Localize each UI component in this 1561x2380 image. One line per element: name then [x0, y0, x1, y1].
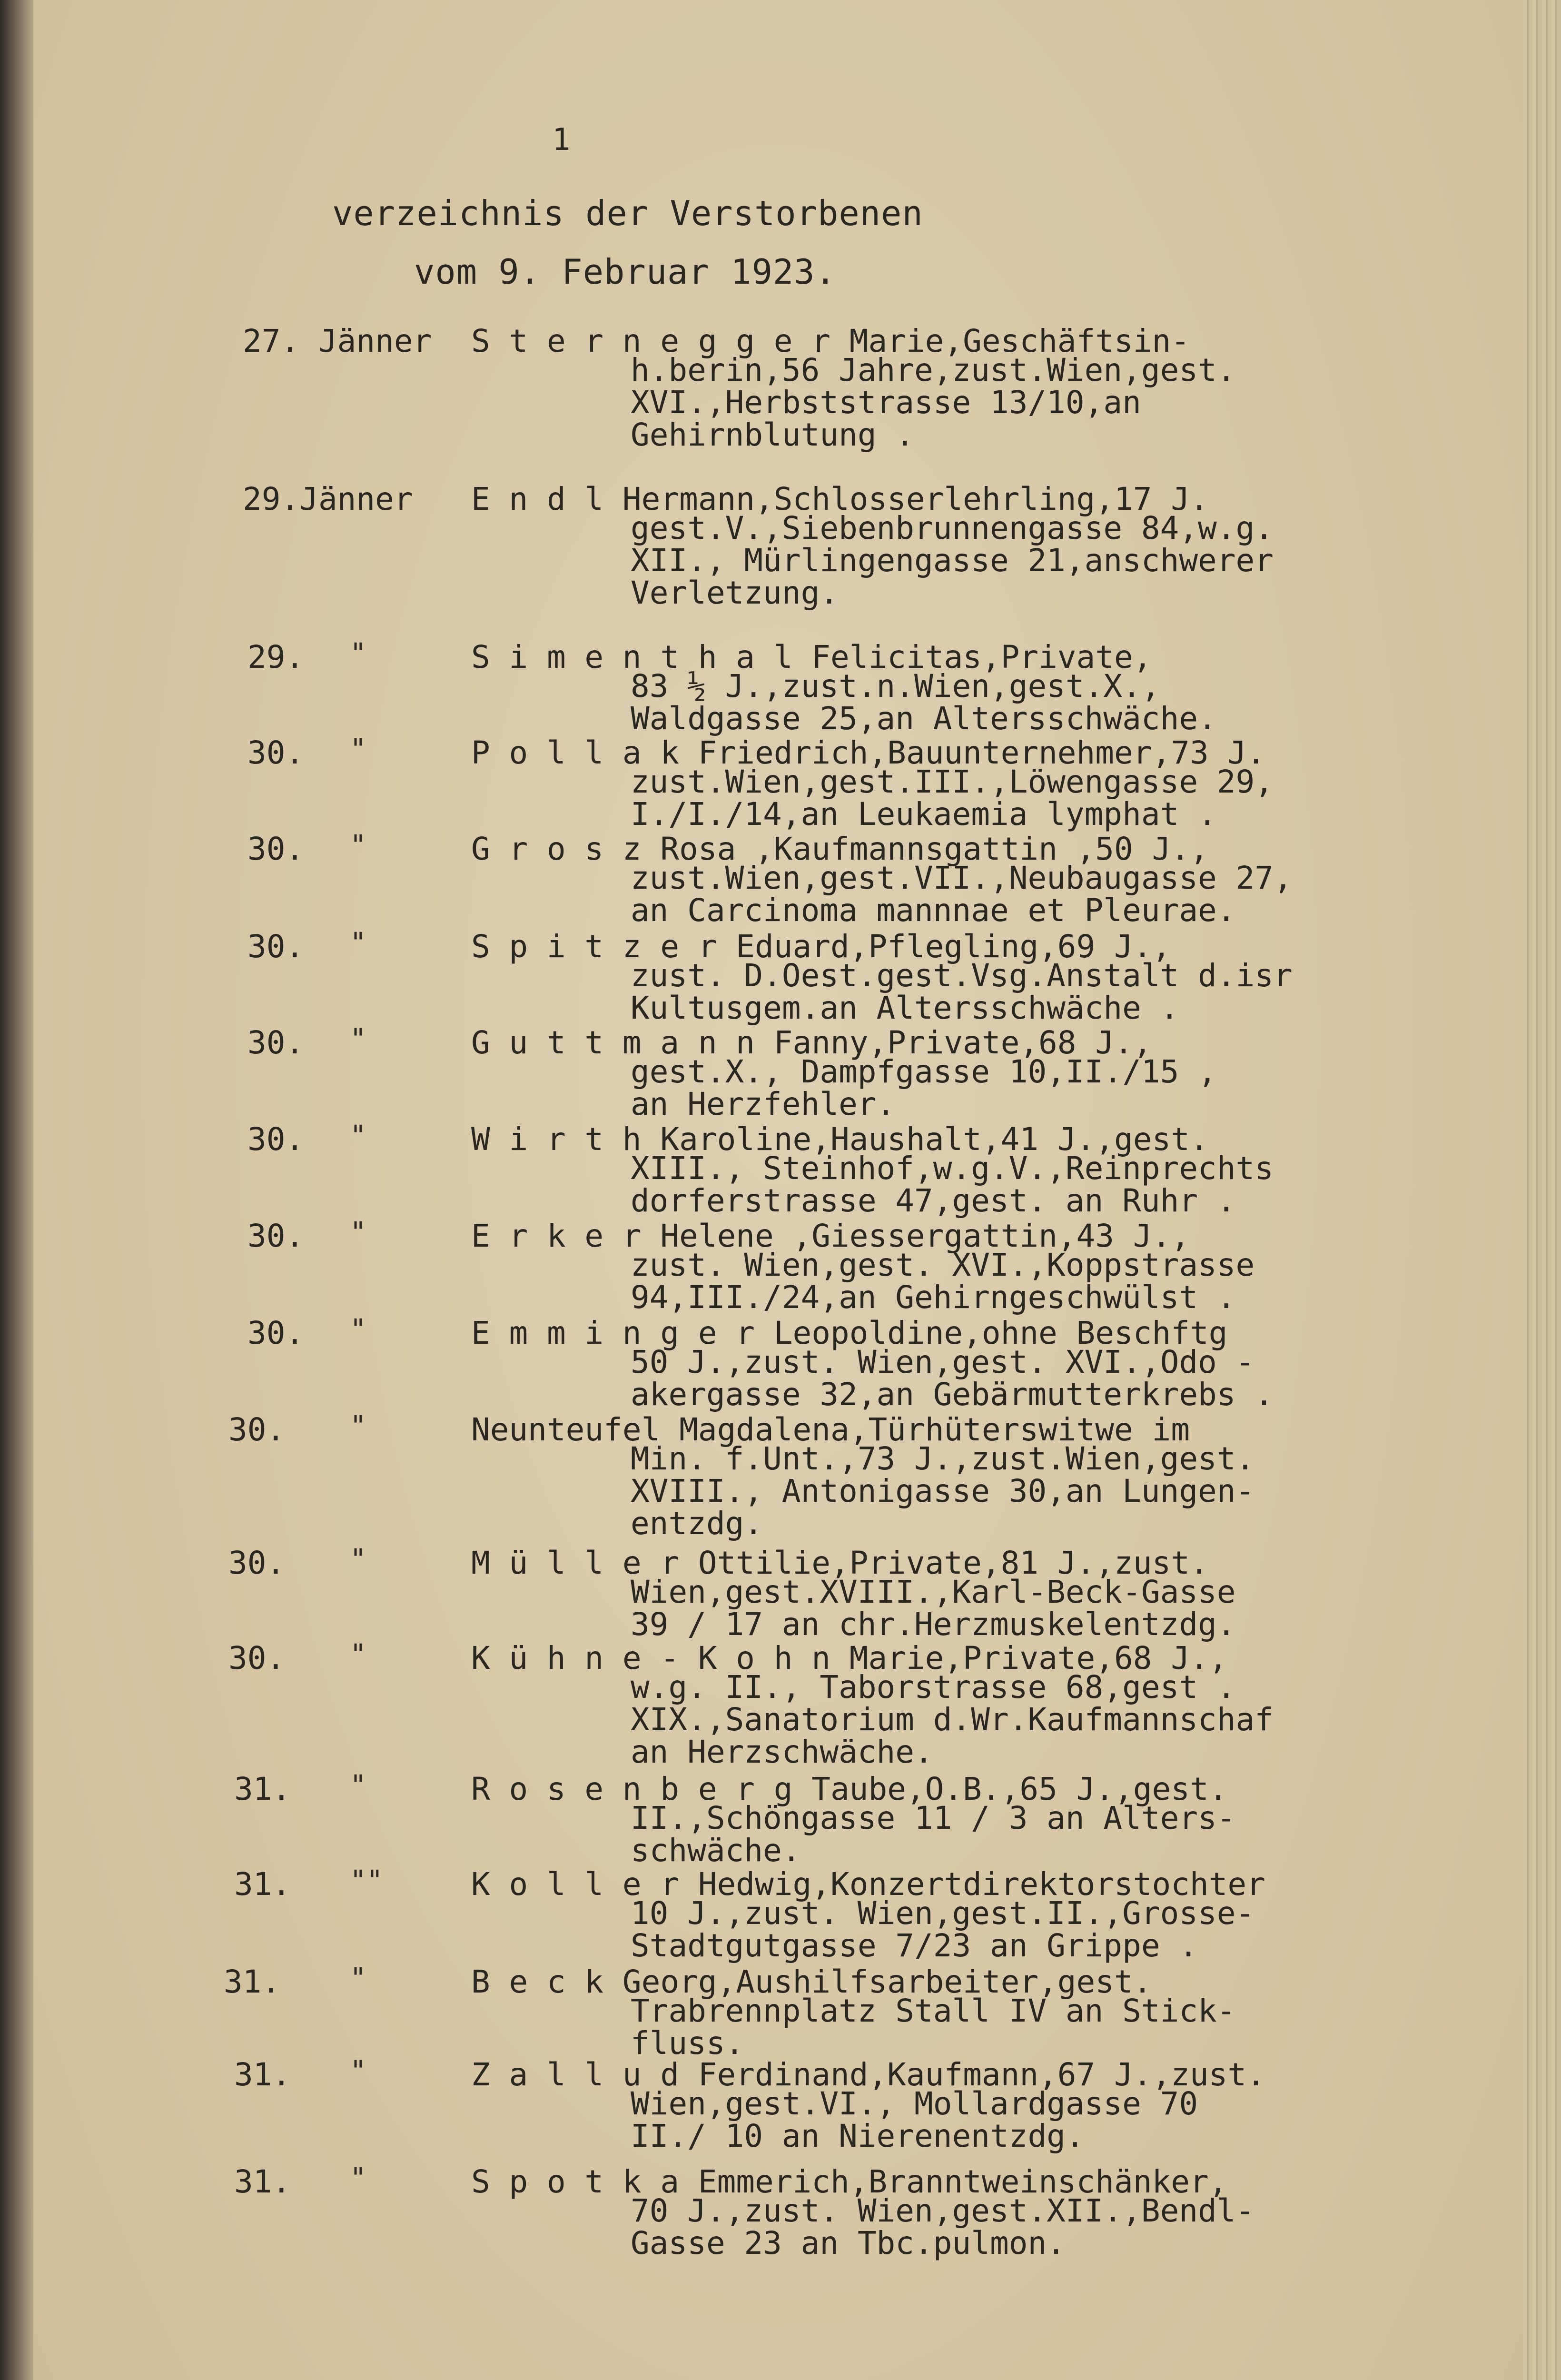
entry-date: 31. [234, 2056, 291, 2093]
entry-surname: W i r t h [471, 1121, 642, 1158]
entry-surname: Neunteufel [471, 1411, 661, 1448]
entry-first-line: Leopoldine,ohne Beschftg [755, 1315, 1228, 1351]
entry-surname: Z a l l u d [471, 2056, 680, 2093]
entry-details: 83 ½ J.,zust.n.Wien,gest.X., Waldgasse 25,an Altersschwäche. [631, 668, 1217, 737]
entry-details: Wien,gest.VI., Mollardgasse 70 II./ 10 an Nierenentzdg. [631, 2085, 1198, 2154]
entry-surname: P o l l a k [471, 734, 680, 771]
entry-surname: K o l l e r [471, 1866, 680, 1903]
ditto-mark: " [350, 1543, 366, 1575]
entry-surname: S p i t z e r [471, 928, 717, 965]
entry-surname: M ü l l e r [471, 1545, 680, 1581]
entry-first-line: Hermann,Schlosserlehrling,17 J. [603, 481, 1209, 517]
entry-details: 10 J.,zust. Wien,gest.II.,Grosse- Stadtgutgasse 7/23 an Grippe . [631, 1895, 1255, 1964]
ditto-mark: " [350, 733, 366, 765]
entry-date: 31. [234, 1866, 291, 1903]
entry-details: zust. D.Oest.gest.Vsg.Anstalt d.isr Kultusgem.an Altersschwäche . [631, 957, 1293, 1026]
entry-date: 30. [247, 1121, 305, 1158]
document-subtitle: vom 9. Februar 1923. [414, 252, 836, 292]
ditto-mark: " [350, 2162, 366, 2194]
left-page-edge [0, 0, 33, 2380]
ditto-mark: " [350, 1962, 366, 1994]
entry-date: 30. [228, 1545, 286, 1581]
entry-details: gest.X., Dampfgasse 10,II./15 , an Herzfehler. [631, 1053, 1217, 1122]
entry-date: 30. [247, 734, 305, 771]
page-edge-strips [1523, 0, 1561, 2380]
entry-first-line: Helene ,Giessergattin,43 J., [641, 1218, 1190, 1254]
entry-details: zust. Wien,gest. XVI.,Koppstrasse 94,III./24,an Gehirngeschwülst . [631, 1247, 1255, 1316]
ditto-mark: " [350, 1313, 366, 1345]
entry-surname: R o s e n b e r g [471, 1771, 793, 1807]
entry-first-line: Felicitas,Private, [792, 639, 1152, 675]
ditto-mark: " [350, 1769, 366, 1801]
page-number: 1 [552, 122, 571, 158]
entry-date: 30. [228, 1411, 286, 1448]
ditto-mark: " [350, 1638, 366, 1670]
entry-date: 29. [247, 639, 305, 675]
entry-date: 30. [228, 1640, 286, 1676]
entry-date: 31. [234, 1771, 291, 1807]
entry-first-line: Ferdinand,Kaufmann,67 J.,zust. [679, 2056, 1265, 2093]
entry-surname: S p o t k a [471, 2163, 680, 2200]
entry-details: zust.Wien,gest.III.,Löwengasse 29, I./I./14,an Leukaemia lymphat . [631, 764, 1274, 833]
entry-date: 30. [247, 1024, 305, 1061]
entry-surname: B e c k [471, 1964, 604, 2000]
entry-surname: E m m i n g e r [471, 1315, 755, 1351]
entry-details: h.berin,56 Jahre,zust.Wien,gest. XVI.,Herbststrasse 13/10,an Gehirnblutung . [631, 352, 1236, 453]
entry-date: 31. [234, 2163, 291, 2200]
entry-first-line: Marie,Geschäftsin- [830, 323, 1190, 359]
entry-details: II.,Schöngasse 11 / 3 an Alters- schwäche. [631, 1800, 1236, 1869]
ditto-mark: " [350, 1119, 366, 1151]
ditto-mark: " [350, 1216, 366, 1248]
entry-details: 70 J.,zust. Wien,gest.XII.,Bendl- Gasse 23 an Tbc.pulmon. [631, 2192, 1255, 2261]
entry-first-line: Magdalena,Türhüterswitwe im [660, 1411, 1190, 1448]
entry-first-line: Karoline,Haushalt,41 J.,gest. [641, 1121, 1209, 1158]
entry-date: 31. [224, 1964, 281, 2000]
entry-first-line: Rosa ,Kaufmannsgattin ,50 J., [641, 831, 1209, 867]
ditto-mark: " [350, 829, 366, 861]
ditto-mark: " [350, 637, 366, 669]
entry-first-line: Georg,Aushilfsarbeiter,gest. [603, 1964, 1152, 2000]
entry-date: 30. [247, 1218, 305, 1254]
entry-surname: G u t t m a n n [471, 1024, 755, 1061]
entry-surname: S t e r n e g g e r [471, 323, 830, 359]
ditto-mark: " [350, 926, 366, 959]
entry-first-line: Taube,O.B.,65 J.,gest. [792, 1771, 1228, 1807]
document-title: verzeichnis der Verstorbenen [332, 193, 923, 233]
entry-date: 30. [247, 831, 305, 867]
entry-surname: E r k e r [471, 1218, 642, 1254]
entry-date: 29.Jänner [243, 481, 413, 517]
entry-details: Wien,gest.XVIII.,Karl-Beck-Gasse 39 / 17 an chr.Herzmuskelentzdg. [631, 1574, 1236, 1643]
ditto-mark: " [350, 1409, 366, 1442]
entry-first-line: Hedwig,Konzertdirektorstochter [679, 1866, 1265, 1903]
entry-details: Trabrennplatz Stall IV an Stick- fluss. [631, 1993, 1236, 2062]
entry-date: 27. Jänner [243, 323, 432, 359]
entry-first-line: Marie,Private,68 J., [830, 1640, 1228, 1676]
entry-details: Min. f.Unt.,73 J.,zust.Wien,gest. XVIII., Antonigasse 30,an Lungen- entzdg. [631, 1440, 1255, 1542]
entry-surname: E n d l [471, 481, 604, 517]
entry-date: 30. [247, 1315, 305, 1351]
entry-first-line: Fanny,Private,68 J., [755, 1024, 1152, 1061]
entry-details: gest.V.,Siebenbrunnengasse 84,w.g. XII., Mürlingengasse 21,anschwerer Verletzung. [631, 510, 1274, 611]
entry-details: zust.Wien,gest.VII.,Neubaugasse 27, an Carcinoma mannnae et Pleurae. [631, 860, 1293, 929]
ditto-mark: "" [350, 1864, 383, 1896]
ditto-mark: " [350, 2054, 366, 2087]
entry-first-line: Ottilie,Private,81 J.,zust. [679, 1545, 1209, 1581]
entry-first-line: Friedrich,Bauunternehmer,73 J. [679, 734, 1265, 771]
entry-details: 50 J.,zust. Wien,gest. XVI.,Odo - akergasse 32,an Gebärmutterkrebs . [631, 1344, 1274, 1413]
entry-details: w.g. II., Taborstrasse 68,gest . XIX.,Sanatorium d.Wr.Kaufmannschaf an Herzschwäche. [631, 1669, 1274, 1770]
entry-surname: K ü h n e - K o h n [471, 1640, 830, 1676]
entry-details: XIII., Steinhof,w.g.V.,Reinprechts dorferstrasse 47,gest. an Ruhr . [631, 1150, 1274, 1219]
entry-first-line: Emmerich,Branntweinschänker, [679, 2163, 1228, 2200]
entry-date: 30. [247, 928, 305, 965]
entry-surname: G r o s z [471, 831, 642, 867]
ditto-mark: " [350, 1022, 366, 1055]
entry-first-line: Eduard,Pflegling,69 J., [717, 928, 1171, 965]
entry-surname: S i m e n t h a l [471, 639, 793, 675]
